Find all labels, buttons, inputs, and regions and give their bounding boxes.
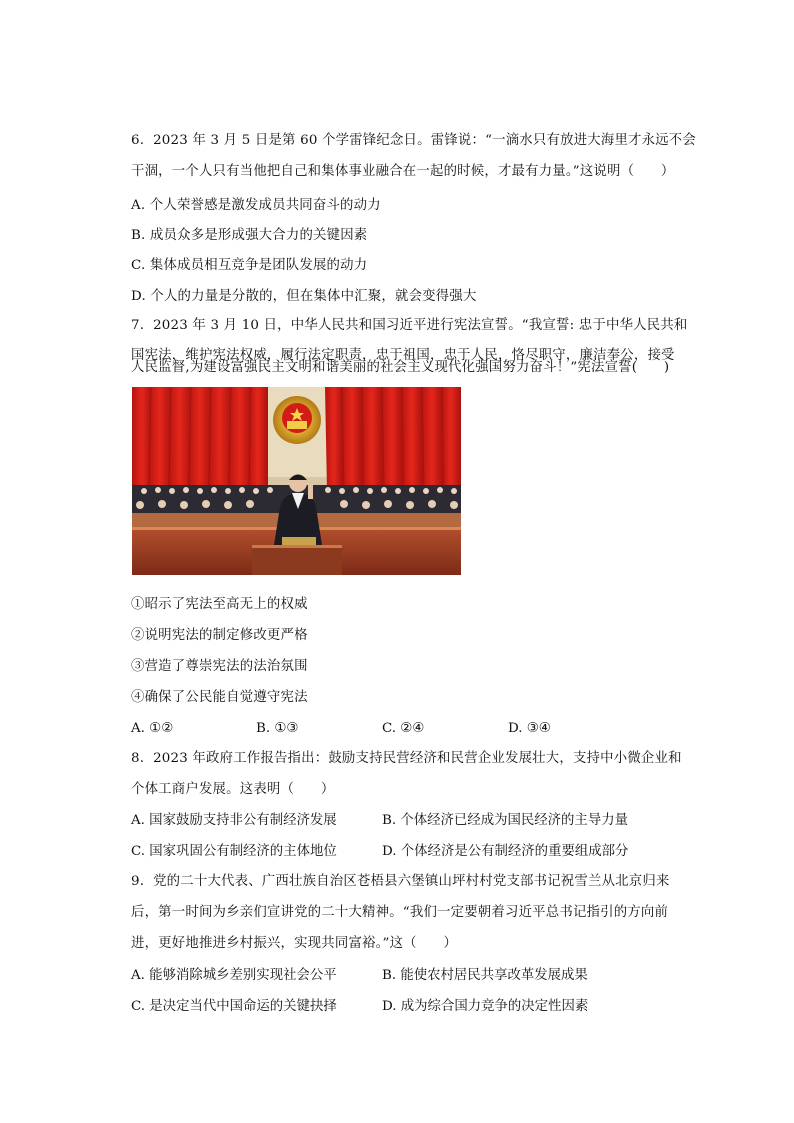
q7-option-c: C. ②④ <box>382 721 425 736</box>
q6-option-d: D. 个人的力量是分散的，但在集体中汇聚，就会变得强大 <box>131 289 477 304</box>
q6-stem-line-2: 干涸，一个人只有当他把自己和集体事业融合在一起的时候，才最有力量。”这说明（ ） <box>131 164 675 179</box>
q8-stem-line-1: 8. 2023 年政府工作报告指出：鼓励支持民营经济和民营企业发展壮大，支持中小微企业和 <box>131 751 682 766</box>
q8-option-b: B. 个体经济已经成为国民经济的主导力量 <box>382 813 628 828</box>
q6-option-c: C. 集体成员相互竞争是团队发展的动力 <box>131 258 368 273</box>
q7-statement-4: ④确保了公民能自觉遵守宪法 <box>131 690 308 705</box>
q6-stem-line-1: 6. 2023 年 3 月 5 日是第 60 个学雷锋纪念日。雷锋说：“一滴水只有放进大海里才永远不会 <box>131 133 696 148</box>
oath-ceremony-photo <box>132 387 461 575</box>
q7-statement-1: ①昭示了宪法至高无上的权威 <box>131 597 308 612</box>
q6-option-a: A. 个人荣誉感是激发成员共同奋斗的动力 <box>131 198 381 213</box>
q9-option-d: D. 成为综合国力竞争的决定性因素 <box>382 999 589 1014</box>
q6-option-b: B. 成员众多是形成强大合力的关键因素 <box>131 228 368 243</box>
q9-option-b: B. 能使农村居民共享改革发展成果 <box>382 968 588 983</box>
q9-option-c: C. 是决定当代中国命运的关键抉择 <box>131 999 337 1014</box>
q9-stem-line-2: 后，第一时间为乡亲们宣讲党的二十大精神。“我们一定要朝着习近平总书记指引的方向前 <box>131 905 669 920</box>
q8-option-d: D. 个体经济是公有制经济的重要组成部分 <box>382 844 629 859</box>
q8-option-c: C. 国家巩固公有制经济的主体地位 <box>131 844 337 859</box>
q7-option-b: B. ①③ <box>256 721 299 736</box>
q7-option-a: A. ①② <box>131 721 174 736</box>
q7-statement-3: ③营造了尊崇宪法的法治氛围 <box>131 659 308 674</box>
q8-stem-line-2: 个体工商户发展。这表明（ ） <box>131 782 335 797</box>
q9-stem-line-3: 进，更好地推进乡村振兴，实现共同富裕。”这（ ） <box>131 936 458 951</box>
q7-statement-2: ②说明宪法的制定修改更严格 <box>131 628 308 643</box>
q8-option-a: A. 国家鼓励支持非公有制经济发展 <box>131 813 337 828</box>
q7-option-d: D. ③④ <box>508 721 551 736</box>
q7-stem-line-2: 国宪法，维护宪法权威，履行法定职责，忠于祖国，忠于人民，恪尽职守，廉洁奉公，接受 <box>131 348 675 363</box>
q7-stem-line-3: 人民监督,为建设富强民主文明和谐美丽的社会主义现代化强国努力奋斗！”宪法宣誓( ) <box>131 360 670 375</box>
q9-stem-line-1: 9. 党的二十大代表、广西壮族自治区苍梧县六堡镇山坪村村党支部书记祝雪兰从北京归来 <box>131 874 670 889</box>
q7-stem-line-1: 7. 2023 年 3 月 10 日，中华人民共和国习近平进行宪法宣誓。“我宣誓: 忠于中华人民共和 <box>131 318 688 333</box>
q9-option-a: A. 能够消除城乡差别实现社会公平 <box>131 968 337 983</box>
